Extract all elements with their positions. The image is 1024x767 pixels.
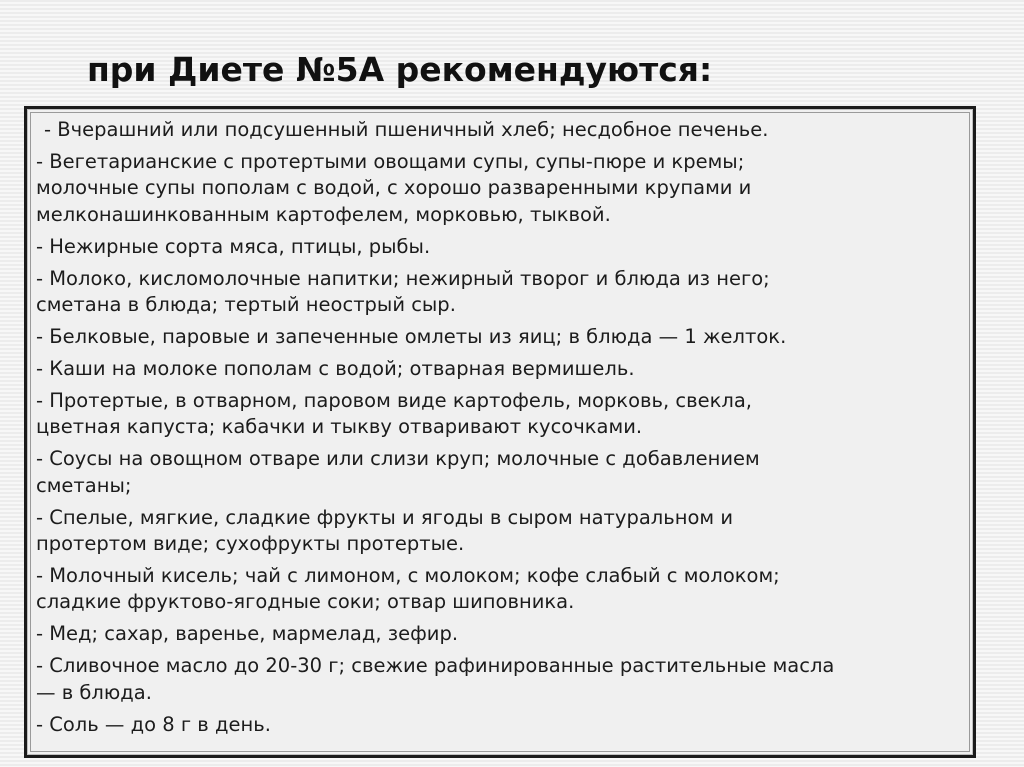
list-item-line: - Соль — до 8 г в день. [36,712,271,736]
list-item-line: - Каши на молоке пополам с водой; отварная вермишель. [36,357,635,381]
list-item-line: протертом виде; сухофрукты протертые. [36,531,465,555]
recommendations-box [24,106,976,758]
list-item [36,117,961,143]
list-item [36,621,961,647]
list-item-line: - Белковые, паровые и запеченные омлеты из яиц; в блюда — 1 желток. [36,324,787,348]
list-item [36,505,961,557]
list-item [36,149,961,228]
list-item-line: — в блюда. [36,680,152,704]
list-item [36,356,961,382]
list-item [36,712,961,738]
list-item-line: - Мед; сахар, варенье, мармелад, зефир. [36,622,459,646]
list-item-line: сладкие фруктово-ягодные соки; отвар шиповника. [36,590,575,614]
list-item-line: - Вегетарианские с протертыми овощами супы, супы-пюре и кремы; [36,150,745,174]
list-item-line: сметаны; [36,473,132,497]
list-item-line: - Спелые, мягкие, сладкие фрукты и ягоды в сыром натуральном и [36,505,733,529]
list-item [36,388,961,440]
list-item-line: - Нежирные сорта мяса, птицы, рыбы. [36,234,431,258]
list-item-line: мелконашинкованным картофелем, морковью, тыквой. [36,202,611,226]
list-item-line: - Сливочное масло до 20-30 г; свежие рафинированные растительные масла [36,654,835,678]
list-item-line: сметана в блюда; тертый неострый сыр. [36,292,456,316]
list-item-line: - Молоко, кисломолочные напитки; нежирный творог и блюда из него; [36,266,770,290]
list-item-line: - Вчерашний или подсушенный пшеничный хлеб; несдобное печенье. [44,118,769,141]
list-item-line: молочные супы пополам с водой, с хорошо разваренными крупами и [36,176,752,200]
slide-title: при Диете №5А рекомендуются: [87,50,713,89]
list-item [36,234,961,260]
list-item [36,653,961,705]
list-item [36,324,961,350]
list-item-line: цветная капуста; кабачки и тыкву отваривают кусочками. [36,415,643,439]
list-item [36,446,961,498]
recommendations-list [36,117,961,744]
list-item-line: - Молочный кисель; чай с лимоном, с молоком; кофе слабый с молоком; [36,564,780,588]
list-item-line: - Протертые, в отварном, паровом виде картофель, морковь, свекла, [36,389,752,413]
list-item-line: - Соусы на овощном отваре или слизи круп; молочные с добавлением [36,447,760,471]
list-item [36,266,961,318]
list-item [36,563,961,615]
